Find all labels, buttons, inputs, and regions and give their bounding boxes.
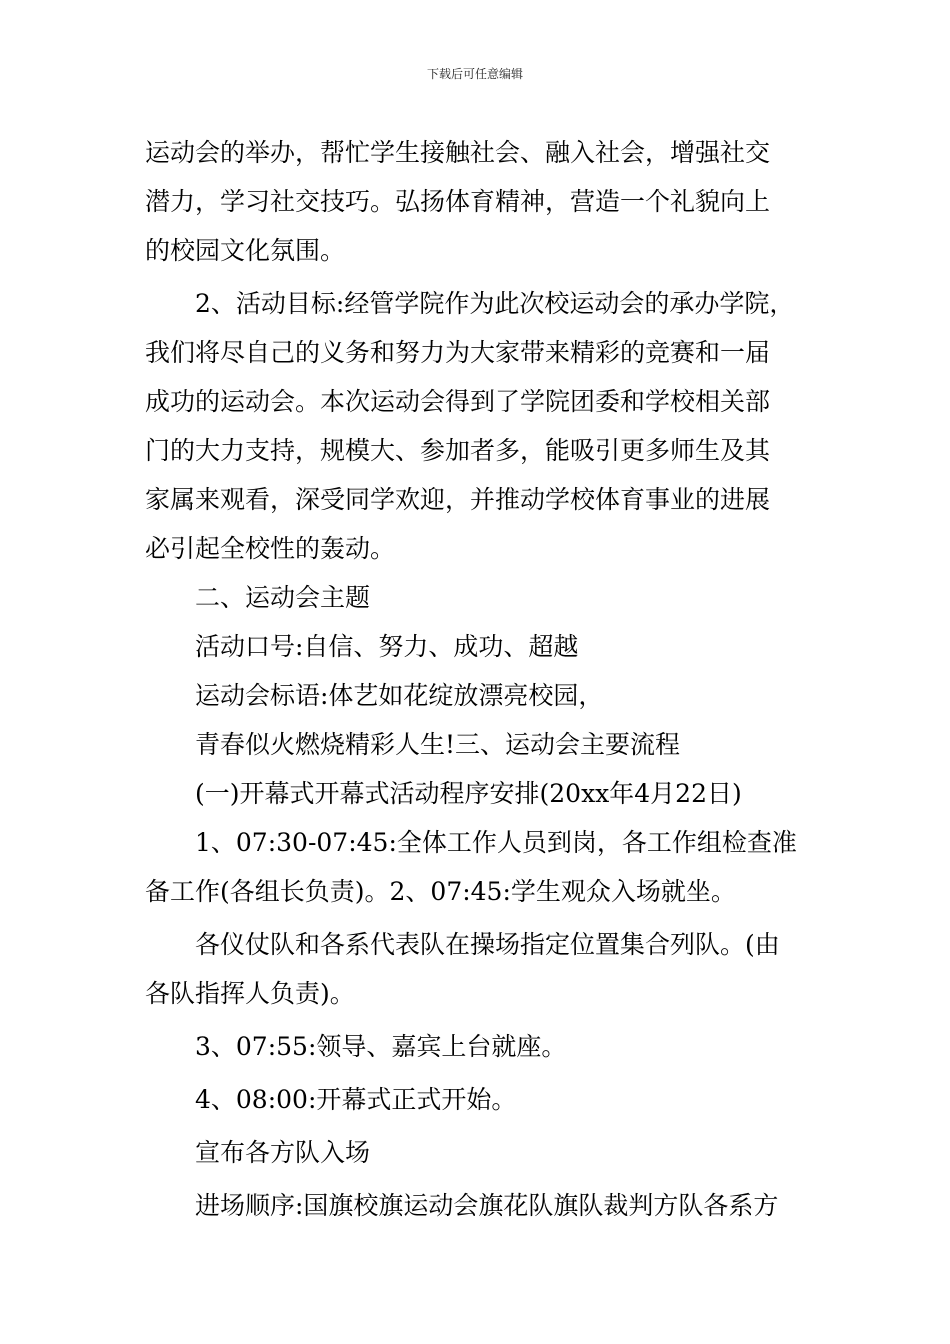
paragraph-line: 的校园文化氛围。 [145,236,346,265]
paragraph-line: 门的大力支持，规模大、参加者多，能吸引更多师生及其 [145,436,771,465]
paragraph-line: 成功的运动会。本次运动会得到了学院团委和学校相关部 [145,387,771,416]
paragraph-line: 我们将尽自己的义务和努力为大家带来精彩的竞赛和一届 [145,338,771,367]
paragraph-line: 各仪仗队和各系代表队在操场指定位置集合列队。(由 [195,930,780,959]
paragraph-line: 4、08:00:开幕式正式开始。 [195,1085,517,1114]
paragraph-line: (一)开幕式开幕式活动程序安排(20xx年4月22日) [195,779,742,808]
paragraph-line: 运动会标语:体艺如花绽放漂亮校园， [195,681,604,710]
paragraph-line: 进场顺序:国旗校旗运动会旗花队旗队裁判方队各系方 [195,1191,779,1220]
paragraph-line: 活动口号:自信、努力、成功、超越 [195,632,579,661]
paragraph-line: 潜力，学习社交技巧。弘扬体育精神，营造一个礼貌向上 [145,187,771,216]
section-heading: 二、运动会主题 [195,583,371,612]
paragraph-line: 青春似火燃烧精彩人生!三、运动会主要流程 [195,730,681,759]
paragraph-line: 1、07:30-07:45:全体工作人员到岗，各工作组检查准 [195,828,797,857]
paragraph-line: 2、活动目标:经管学院作为此次校运动会的承办学院， [195,289,795,318]
header-note: 下载后可任意编辑 [426,67,523,81]
paragraph-line: 各队指挥人负责)。 [145,979,355,1008]
paragraph-line: 宣布各方队入场 [195,1138,371,1167]
paragraph-line: 运动会的举办，帮忙学生接触社会、融入社会，增强社交 [145,138,771,167]
document-body [145,128,815,1230]
paragraph-line: 家属来观看，深受同学欢迎，并推动学校体育事业的进展 [145,485,771,514]
paragraph-line: 3、07:55:领导、嘉宾上台就座。 [195,1032,567,1061]
paragraph-line: 备工作(各组长负责)。2、07:45:学生观众入场就坐。 [145,877,736,906]
paragraph-line: 必引起全校性的轰动。 [145,534,396,563]
